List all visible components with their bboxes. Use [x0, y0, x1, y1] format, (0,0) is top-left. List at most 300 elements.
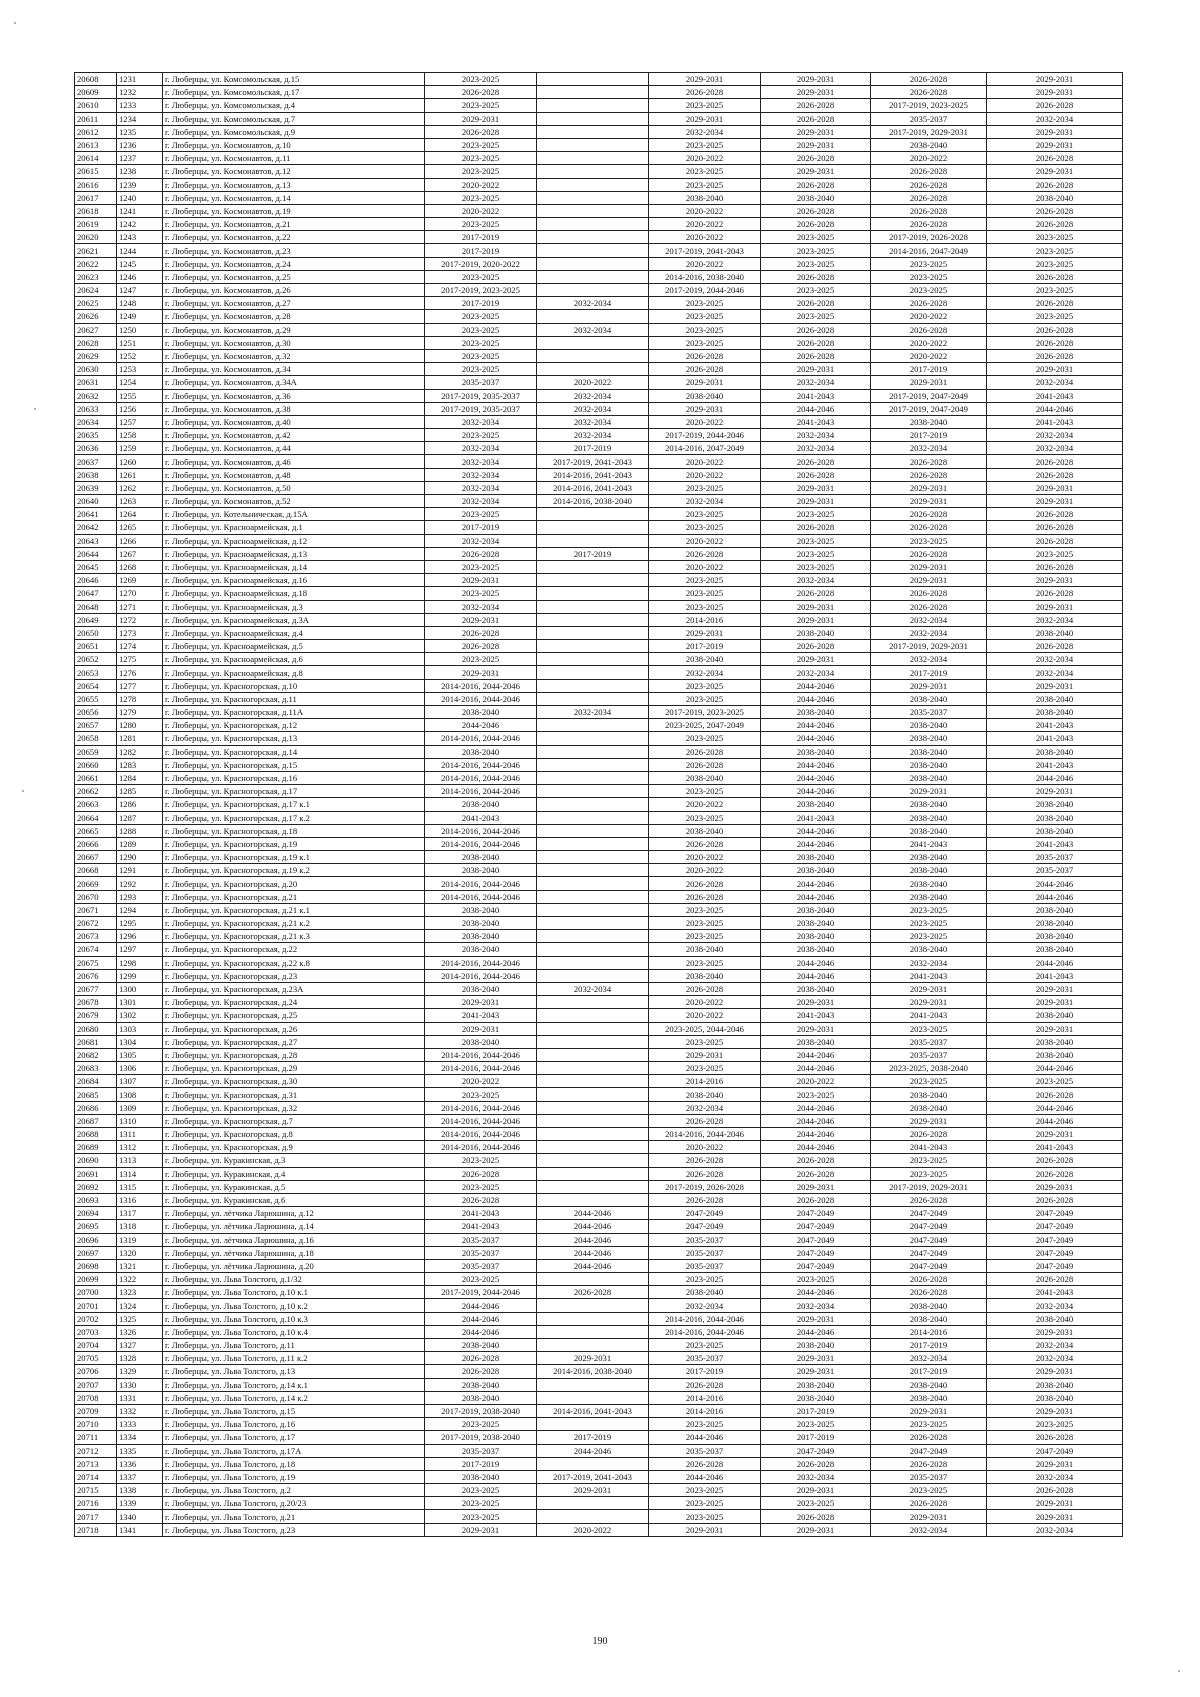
table-cell: 2023-2025	[425, 165, 537, 178]
table-cell: 1292	[117, 877, 163, 890]
table-cell: 1243	[117, 231, 163, 244]
table-cell: 2023-2025	[425, 73, 537, 86]
table-cell: г. Люберцы, ул. Комсомольская, д.15	[163, 73, 425, 86]
table-cell: 2044-2046	[537, 1259, 649, 1272]
table-cell: 20698	[75, 1259, 117, 1272]
table-cell: 2032-2034	[537, 323, 649, 336]
table-cell: 2029-2031	[987, 138, 1123, 151]
table-cell: 2014-2016, 2038-2040	[649, 270, 761, 283]
table-cell: 20659	[75, 745, 117, 758]
table-cell: 1293	[117, 890, 163, 903]
table-cell: 2029-2031	[987, 1510, 1123, 1523]
table-cell: 2026-2028	[761, 178, 871, 191]
table-cell: 20712	[75, 1444, 117, 1457]
table-cell: г. Люберцы, ул. Красноармейская, д.16	[163, 574, 425, 587]
table-cell: 2044-2046	[761, 758, 871, 771]
table-cell: 2026-2028	[987, 1088, 1123, 1101]
table-cell: 1329	[117, 1365, 163, 1378]
table-cell: 2029-2031	[987, 86, 1123, 99]
table-cell: 2017-2019	[871, 429, 987, 442]
table-cell: 2026-2028	[987, 323, 1123, 336]
table-row	[75, 1193, 1123, 1206]
table-cell: 2041-2043	[871, 837, 987, 850]
table-cell: 2029-2031	[987, 1022, 1123, 1035]
table-cell: 2026-2028	[987, 508, 1123, 521]
table-cell: 1299	[117, 969, 163, 982]
table-cell: 2017-2019, 2047-2049	[871, 389, 987, 402]
table-cell: 2038-2040	[649, 191, 761, 204]
table-cell: 20689	[75, 1141, 117, 1154]
table-cell: 2026-2028	[649, 86, 761, 99]
table-cell	[537, 1457, 649, 1470]
table-cell: 2032-2034	[987, 653, 1123, 666]
table-cell: 2047-2049	[987, 1246, 1123, 1259]
table-cell: г. Люберцы, ул. Красногорская, д.9	[163, 1141, 425, 1154]
table-cell: г. Люберцы, ул. Космонавтов, д.52	[163, 495, 425, 508]
table-cell: г. Люберцы, ул. Красногорская, д.20	[163, 877, 425, 890]
table-cell: 2014-2016, 2044-2046	[425, 956, 537, 969]
table-cell: г. Люберцы, ул. Космонавтов, д.30	[163, 336, 425, 349]
table-cell: 2038-2040	[987, 1035, 1123, 1048]
table-cell: г. Люберцы, ул. Красногорская, д.21 к.2	[163, 917, 425, 930]
table-cell: 2038-2040	[871, 943, 987, 956]
table-cell: 20632	[75, 389, 117, 402]
table-cell: 1337	[117, 1470, 163, 1483]
table-cell: 2026-2028	[987, 1431, 1123, 1444]
table-cell: 2014-2016, 2038-2040	[537, 495, 649, 508]
table-cell: 2023-2025	[649, 1510, 761, 1523]
table-cell: 2029-2031	[987, 785, 1123, 798]
table-cell: 2017-2019	[871, 666, 987, 679]
table-cell: 20634	[75, 415, 117, 428]
table-cell: 2023-2025, 2038-2040	[871, 1062, 987, 1075]
table-cell: г. Люберцы, ул. Красноармейская, д.18	[163, 587, 425, 600]
table-cell: г. Люберцы, ул. Красногорская, д.14	[163, 745, 425, 758]
table-cell: 2029-2031	[987, 363, 1123, 376]
table-cell: 2017-2019	[761, 1404, 871, 1417]
table-cell: 2038-2040	[987, 917, 1123, 930]
table-cell: 2044-2046	[987, 1101, 1123, 1114]
table-row	[75, 1128, 1123, 1141]
table-cell: 20687	[75, 1114, 117, 1127]
table-cell: 1290	[117, 851, 163, 864]
table-cell: 20690	[75, 1154, 117, 1167]
table-cell: 2014-2016, 2041-2043	[537, 1404, 649, 1417]
table-row	[75, 547, 1123, 560]
table-cell	[537, 521, 649, 534]
table-cell: 2038-2040	[987, 930, 1123, 943]
table-cell: 2023-2025	[425, 218, 537, 231]
table-cell: г. Люберцы, ул. Космонавтов, д.12	[163, 165, 425, 178]
table-cell: 2026-2028	[425, 1352, 537, 1365]
table-cell: 2035-2037	[425, 1233, 537, 1246]
table-cell: 2020-2022	[425, 1075, 537, 1088]
table-cell	[537, 930, 649, 943]
table-cell: 2029-2031	[537, 1352, 649, 1365]
table-cell: 2038-2040	[649, 389, 761, 402]
table-cell: 2032-2034	[987, 442, 1123, 455]
table-cell: 2023-2025	[425, 1180, 537, 1193]
table-cell: 2041-2043	[871, 1141, 987, 1154]
table-cell: 2032-2034	[871, 956, 987, 969]
table-cell: 2038-2040	[987, 1009, 1123, 1022]
table-cell: 20679	[75, 1009, 117, 1022]
table-cell: 2023-2025	[425, 1418, 537, 1431]
table-cell: 2032-2034	[761, 1470, 871, 1483]
table-cell: 2032-2034	[871, 653, 987, 666]
table-cell: 2026-2028	[987, 1484, 1123, 1497]
table-cell: 2032-2034	[537, 982, 649, 995]
table-cell: 2029-2031	[425, 1022, 537, 1035]
table-cell: 2029-2031	[871, 982, 987, 995]
table-cell: 1312	[117, 1141, 163, 1154]
table-cell: 2047-2049	[871, 1233, 987, 1246]
table-cell	[537, 1299, 649, 1312]
table-cell: 2038-2040	[761, 626, 871, 639]
table-cell: 2038-2040	[761, 798, 871, 811]
table-cell: 2017-2019, 2035-2037	[425, 402, 537, 415]
table-cell: 2038-2040	[425, 864, 537, 877]
table-cell: 2032-2034	[987, 1352, 1123, 1365]
table-cell	[537, 1154, 649, 1167]
table-cell: 2023-2025	[871, 1154, 987, 1167]
table-cell: 2026-2028	[987, 534, 1123, 547]
table-cell: 2026-2028	[761, 587, 871, 600]
table-cell: 2044-2046	[537, 1246, 649, 1259]
table-cell: 2038-2040	[425, 917, 537, 930]
table-row	[75, 1088, 1123, 1101]
table-cell: г. Люберцы, ул. Космонавтов, д.29	[163, 323, 425, 336]
table-row	[75, 1404, 1123, 1417]
table-cell: 1309	[117, 1101, 163, 1114]
table-cell: 2023-2025	[425, 363, 537, 376]
table-cell: 2029-2031	[761, 1484, 871, 1497]
table-cell: г. Люберцы, ул. Льва Толстого, д.16	[163, 1418, 425, 1431]
table-cell: 2023-2025	[761, 560, 871, 573]
table-cell: 2032-2034	[871, 613, 987, 626]
table-cell: 2029-2031	[987, 1497, 1123, 1510]
table-row	[75, 442, 1123, 455]
table-cell: г. Люберцы, ул. Комсомольская, д.9	[163, 125, 425, 138]
table-cell: 20658	[75, 732, 117, 745]
table-cell: 2047-2049	[761, 1207, 871, 1220]
table-cell: 2026-2028	[649, 547, 761, 560]
table-cell: 2041-2043	[987, 719, 1123, 732]
table-cell: 2029-2031	[425, 1523, 537, 1536]
table-cell: 2044-2046	[761, 824, 871, 837]
table-cell: 20711	[75, 1431, 117, 1444]
table-cell: 2023-2025	[871, 1484, 987, 1497]
table-cell: 2035-2037	[871, 1470, 987, 1483]
table-cell: 2038-2040	[871, 890, 987, 903]
table-cell: г. Люберцы, ул. Космонавтов, д.14	[163, 191, 425, 204]
table-cell	[537, 943, 649, 956]
table-cell: 2029-2031	[987, 1128, 1123, 1141]
table-cell: г. Люберцы, ул. Красногорская, д.18	[163, 824, 425, 837]
table-cell: 1241	[117, 204, 163, 217]
table-cell: г. Люберцы, ул. Красноармейская, д.4	[163, 626, 425, 639]
table-cell: 2047-2049	[649, 1220, 761, 1233]
table-cell: 2032-2034	[425, 481, 537, 494]
table-cell: г. Люберцы, ул. Красногорская, д.7	[163, 1114, 425, 1127]
table-cell: 1311	[117, 1128, 163, 1141]
table-cell: 1266	[117, 534, 163, 547]
table-cell: 2029-2031	[871, 679, 987, 692]
table-cell: 20677	[75, 982, 117, 995]
table-cell: 2023-2025	[761, 284, 871, 297]
table-cell: 20627	[75, 323, 117, 336]
table-cell: 2020-2022	[649, 851, 761, 864]
table-cell: г. Люберцы, ул. Комсомольская, д.7	[163, 112, 425, 125]
table-cell: 2044-2046	[761, 679, 871, 692]
table-cell: 2044-2046	[761, 771, 871, 784]
table-cell: г. Люберцы, ул. Куракинская, д.3	[163, 1154, 425, 1167]
table-cell: 2047-2049	[761, 1444, 871, 1457]
table-cell: г. Люберцы, ул. Красноармейская, д.12	[163, 534, 425, 547]
table-cell: 1297	[117, 943, 163, 956]
table-cell: 2023-2025	[425, 349, 537, 362]
table-cell: 1271	[117, 600, 163, 613]
table-cell: 2026-2028	[871, 165, 987, 178]
table-cell: 1298	[117, 956, 163, 969]
table-cell: 2029-2031	[761, 165, 871, 178]
table-cell: 2014-2016, 2044-2046	[425, 1048, 537, 1061]
table-cell: 2026-2028	[761, 336, 871, 349]
table-cell: 2047-2049	[871, 1444, 987, 1457]
table-cell: 2041-2043	[987, 1286, 1123, 1299]
page-number: 190	[592, 1636, 608, 1647]
table-cell: г. Люберцы, ул. Льва Толстого, д.20/23	[163, 1497, 425, 1510]
table-row	[75, 1457, 1123, 1470]
table-cell: 2026-2028	[761, 99, 871, 112]
table-row	[75, 521, 1123, 534]
table-cell: 2029-2031	[761, 363, 871, 376]
table-cell: 2014-2016, 2044-2046	[425, 732, 537, 745]
table-row	[75, 336, 1123, 349]
table-cell: г. Люберцы, ул. Льва Толстого, д.13	[163, 1365, 425, 1378]
table-cell: 2023-2025	[649, 1273, 761, 1286]
table-cell: 2023-2025	[649, 956, 761, 969]
table-cell: 2044-2046	[761, 1114, 871, 1127]
table-cell: 1280	[117, 719, 163, 732]
table-cell: 2026-2028	[871, 1193, 987, 1206]
table-cell: 2017-2019	[761, 1431, 871, 1444]
table-cell: 2026-2028	[871, 1457, 987, 1470]
table-cell	[537, 956, 649, 969]
table-cell: 2038-2040	[761, 1391, 871, 1404]
table-cell: 2017-2019	[425, 1457, 537, 1470]
table-cell: г. Люберцы, ул. Красноармейская, д.6	[163, 653, 425, 666]
table-row	[75, 468, 1123, 481]
table-cell: 2017-2019	[425, 297, 537, 310]
table-cell: 2023-2025	[649, 336, 761, 349]
table-cell: 2032-2034	[761, 376, 871, 389]
table-cell: 20716	[75, 1497, 117, 1510]
table-cell: г. Люберцы, ул. Льва Толстого, д.17	[163, 1431, 425, 1444]
table-cell: 2044-2046	[537, 1233, 649, 1246]
table-cell: 2032-2034	[987, 666, 1123, 679]
table-cell: 1330	[117, 1378, 163, 1391]
table-cell: г. Люберцы, ул. Куракинская, д.4	[163, 1167, 425, 1180]
table-row	[75, 125, 1123, 138]
table-cell: 1270	[117, 587, 163, 600]
table-cell: 20639	[75, 481, 117, 494]
table-cell: г. Люберцы, ул. Красногорская, д.19 к.2	[163, 864, 425, 877]
table-cell: г. Люберцы, ул. Космонавтов, д.24	[163, 257, 425, 270]
table-cell: 2038-2040	[649, 1286, 761, 1299]
table-cell	[537, 244, 649, 257]
table-cell: 2029-2031	[761, 653, 871, 666]
table-row	[75, 481, 1123, 494]
table-cell: 2023-2025, 2047-2049	[649, 719, 761, 732]
table-row	[75, 349, 1123, 362]
table-cell: 2026-2028	[871, 323, 987, 336]
table-cell: 20622	[75, 257, 117, 270]
table-cell: г. Люберцы, ул. Красногорская, д.17	[163, 785, 425, 798]
table-cell: 2026-2028	[649, 1193, 761, 1206]
table-cell: 2023-2025	[649, 600, 761, 613]
table-cell: 2026-2028	[987, 204, 1123, 217]
table-cell: 2026-2028	[871, 218, 987, 231]
table-cell: г. Люберцы, ул. Красногорская, д.22	[163, 943, 425, 956]
table-cell: 1300	[117, 982, 163, 995]
table-cell: 2029-2031	[761, 138, 871, 151]
table-cell: 1306	[117, 1062, 163, 1075]
table-cell: 20640	[75, 495, 117, 508]
table-cell: 2029-2031	[871, 1510, 987, 1523]
table-cell: 2014-2016, 2044-2046	[425, 877, 537, 890]
table-cell: 2038-2040	[425, 745, 537, 758]
table-cell: 2044-2046	[761, 1128, 871, 1141]
table-cell: 20663	[75, 798, 117, 811]
table-cell: 2029-2031	[761, 1022, 871, 1035]
table-cell: 2026-2028	[761, 323, 871, 336]
table-cell: 20706	[75, 1365, 117, 1378]
table-cell: 2029-2031	[987, 679, 1123, 692]
table-cell: 2020-2022	[871, 310, 987, 323]
table-row	[75, 969, 1123, 982]
table-cell: 2017-2019	[871, 363, 987, 376]
table-cell: 2035-2037	[649, 1259, 761, 1272]
table-cell: 2029-2031	[761, 481, 871, 494]
table-cell: 2032-2034	[537, 389, 649, 402]
table-row	[75, 1075, 1123, 1088]
table-cell: 2020-2022	[871, 349, 987, 362]
table-cell: г. Люберцы, ул. Космонавтов, д.40	[163, 415, 425, 428]
table-cell: 20623	[75, 270, 117, 283]
table-cell: 2029-2031	[871, 495, 987, 508]
table-cell: 20697	[75, 1246, 117, 1259]
table-cell: 2017-2019	[537, 442, 649, 455]
table-cell: 1328	[117, 1352, 163, 1365]
schedule-table	[74, 72, 1123, 1537]
table-cell: 2026-2028	[987, 587, 1123, 600]
table-row	[75, 138, 1123, 151]
table-cell: 20664	[75, 811, 117, 824]
table-cell: 2026-2028	[761, 468, 871, 481]
table-cell	[537, 178, 649, 191]
table-cell: 2023-2025	[761, 534, 871, 547]
table-cell: 20618	[75, 204, 117, 217]
table-cell: 2023-2025	[425, 1154, 537, 1167]
table-cell: 2014-2016, 2044-2046	[425, 890, 537, 903]
table-cell: 2017-2019, 2038-2040	[425, 1404, 537, 1417]
table-cell: 2023-2025	[987, 257, 1123, 270]
table-cell: 2026-2028	[761, 349, 871, 362]
table-cell	[537, 165, 649, 178]
table-cell: 20621	[75, 244, 117, 257]
table-cell: 2023-2025	[871, 270, 987, 283]
table-cell: 20688	[75, 1128, 117, 1141]
table-cell: 2026-2028	[649, 837, 761, 850]
table-cell: 2017-2019	[537, 1431, 649, 1444]
table-cell: 2017-2019, 2044-2046	[649, 429, 761, 442]
table-cell: 2038-2040	[761, 864, 871, 877]
table-cell: 20608	[75, 73, 117, 86]
table-row	[75, 1259, 1123, 1272]
table-row	[75, 389, 1123, 402]
table-cell: 20613	[75, 138, 117, 151]
table-cell: 2026-2028	[425, 626, 537, 639]
table-cell: 20700	[75, 1286, 117, 1299]
table-cell: 2038-2040	[425, 706, 537, 719]
table-cell: 2023-2025	[649, 903, 761, 916]
table-row	[75, 903, 1123, 916]
table-cell	[537, 257, 649, 270]
table-cell: 20692	[75, 1180, 117, 1193]
table-cell	[537, 837, 649, 850]
table-cell: 2023-2025	[987, 547, 1123, 560]
table-cell: 2032-2034	[537, 402, 649, 415]
table-cell: 2029-2031	[761, 86, 871, 99]
table-cell: 20638	[75, 468, 117, 481]
table-cell: 2023-2025	[761, 1418, 871, 1431]
table-cell: 2038-2040	[761, 943, 871, 956]
table-cell: 2038-2040	[871, 1088, 987, 1101]
table-row	[75, 1391, 1123, 1404]
table-cell: 2014-2016	[871, 1325, 987, 1338]
table-cell	[537, 877, 649, 890]
table-cell: 2044-2046	[761, 1062, 871, 1075]
table-cell: 2026-2028	[987, 270, 1123, 283]
table-cell: 2047-2049	[987, 1207, 1123, 1220]
table-cell: 2038-2040	[871, 758, 987, 771]
table-cell: 2038-2040	[987, 811, 1123, 824]
table-cell: 2029-2031	[987, 125, 1123, 138]
table-cell: 2017-2019, 2029-2031	[871, 1180, 987, 1193]
table-cell: 2023-2025	[425, 336, 537, 349]
table-cell: 1321	[117, 1259, 163, 1272]
table-cell	[537, 73, 649, 86]
table-cell: 2041-2043	[987, 415, 1123, 428]
table-cell: 2035-2037	[987, 864, 1123, 877]
table-cell: 2035-2037	[425, 376, 537, 389]
table-cell	[537, 903, 649, 916]
table-cell: 2032-2034	[987, 112, 1123, 125]
table-cell: 2014-2016, 2047-2049	[871, 244, 987, 257]
table-cell: 2026-2028	[761, 204, 871, 217]
table-cell: г. Люберцы, ул. Красногорская, д.11А	[163, 706, 425, 719]
table-cell: 2026-2028	[987, 178, 1123, 191]
table-cell: г. Люберцы, ул. Льва Толстого, д.10 к.4	[163, 1325, 425, 1338]
table-cell: 2014-2016	[649, 1075, 761, 1088]
table-cell: 2038-2040	[871, 1299, 987, 1312]
table-cell: 1331	[117, 1391, 163, 1404]
table-cell: 2032-2034	[871, 1523, 987, 1536]
table-cell: 2023-2025	[649, 297, 761, 310]
table-cell: 2026-2028	[425, 86, 537, 99]
table-cell: 1258	[117, 429, 163, 442]
